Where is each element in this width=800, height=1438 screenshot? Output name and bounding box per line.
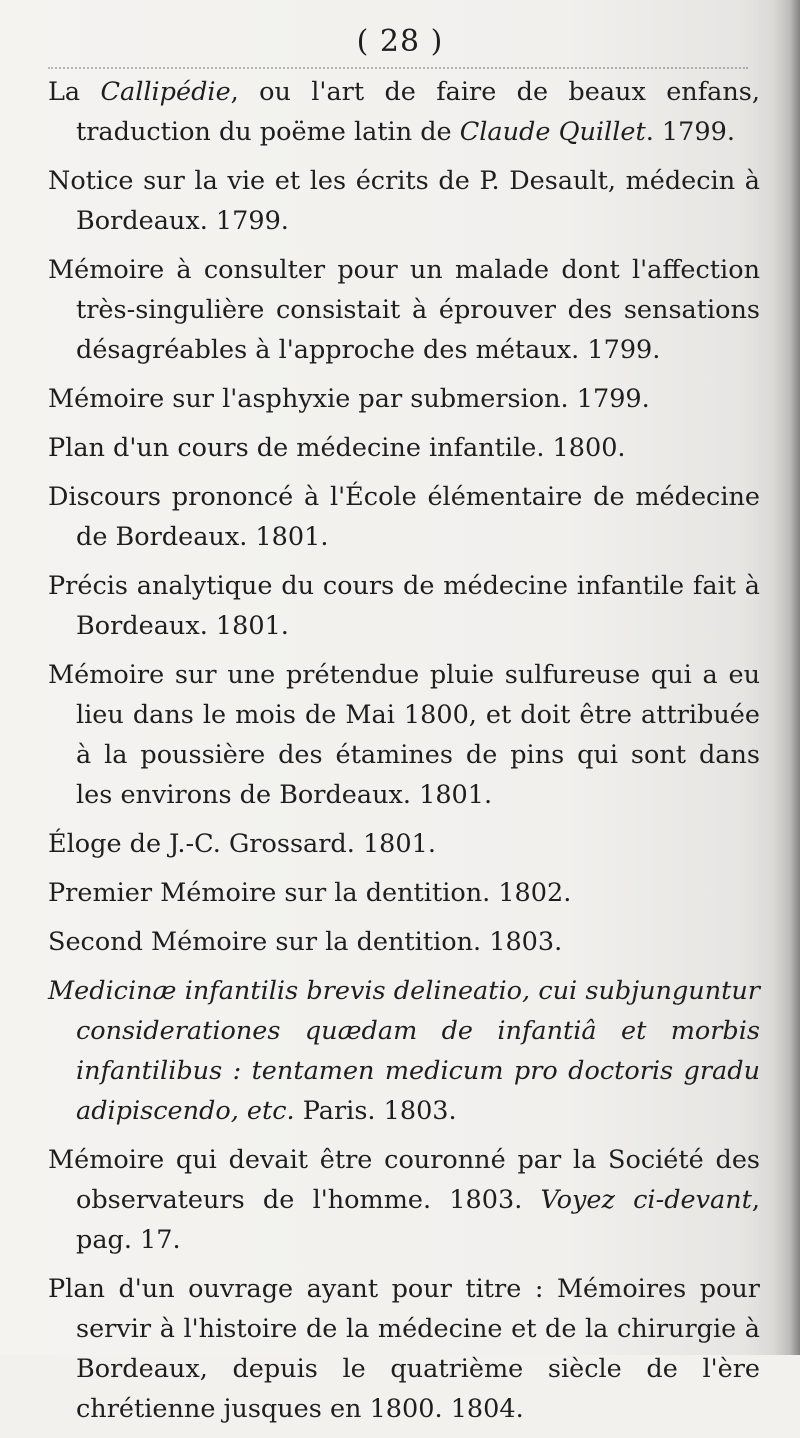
list-item-latin-thesis	[48, 971, 760, 1131]
list-item: Mémoire sur une prétendue pluie sulfureuse qui a eu lieu dans le mois de Mai 1800, et doit être attribuée à la poussière des étamines de pins qui sont dans les environs de Bordeaux. 1801.	[48, 660, 760, 810]
list-item: Second Mémoire sur la dentition. 1803.	[48, 927, 563, 957]
list-item: Précis analytique du cours de médecine infantile fait à Bordeaux. 1801.	[48, 571, 760, 641]
list-item: Premier Mémoire sur la dentition. 1802.	[48, 878, 572, 908]
bleed-through-rule	[48, 67, 748, 69]
latin-title: Medicinæ infantilis brevis delineatio, cui subjunguntur considerationes quædam de infantiâ et morbis infantilibus : tentamen medicum pro doctoris gradu adipiscendo, etc.	[48, 976, 760, 1126]
bibliography-list	[48, 72, 760, 1438]
list-item: Notice sur la vie et les écrits de P. Desault, médecin à Bordeaux. 1799.	[48, 166, 760, 236]
list-item: Plan d'un cours de médecine infantile. 1800.	[48, 433, 626, 463]
list-item: Mémoire à consulter pour un malade dont l'affection très-singulière consistait à éprouver des sensations désagréables à l'approche des métaux. 1799.	[48, 255, 760, 365]
page-gutter-shadow	[774, 0, 800, 1355]
list-item: Mémoire sur l'asphyxie par submersion. 1799.	[48, 384, 650, 414]
imprint: Paris. 1803.	[302, 1096, 457, 1126]
list-item: Mémoire qui devait être couronné par la Société des observateurs de l'homme. 1803. Voyez ci-devant, pag. 17.	[48, 1145, 760, 1255]
page-number: ( 28 )	[356, 24, 444, 59]
list-item: Discours prononcé à l'École élémentaire de médecine de Bordeaux. 1801.	[48, 482, 760, 552]
list-item: La Callipédie, ou l'art de faire de beaux enfans, traduction du poëme latin de Claude Quillet. 1799.	[48, 77, 760, 147]
list-item: Éloge de J.-C. Grossard. 1801.	[48, 829, 436, 859]
list-item: Plan d'un ouvrage ayant pour titre : Mémoires pour servir à l'histoire de la médecine et de la chirurgie à Bordeaux, depuis le quatrième siècle de l'ère chrétienne jusques en 1800. 1804.	[48, 1274, 760, 1424]
